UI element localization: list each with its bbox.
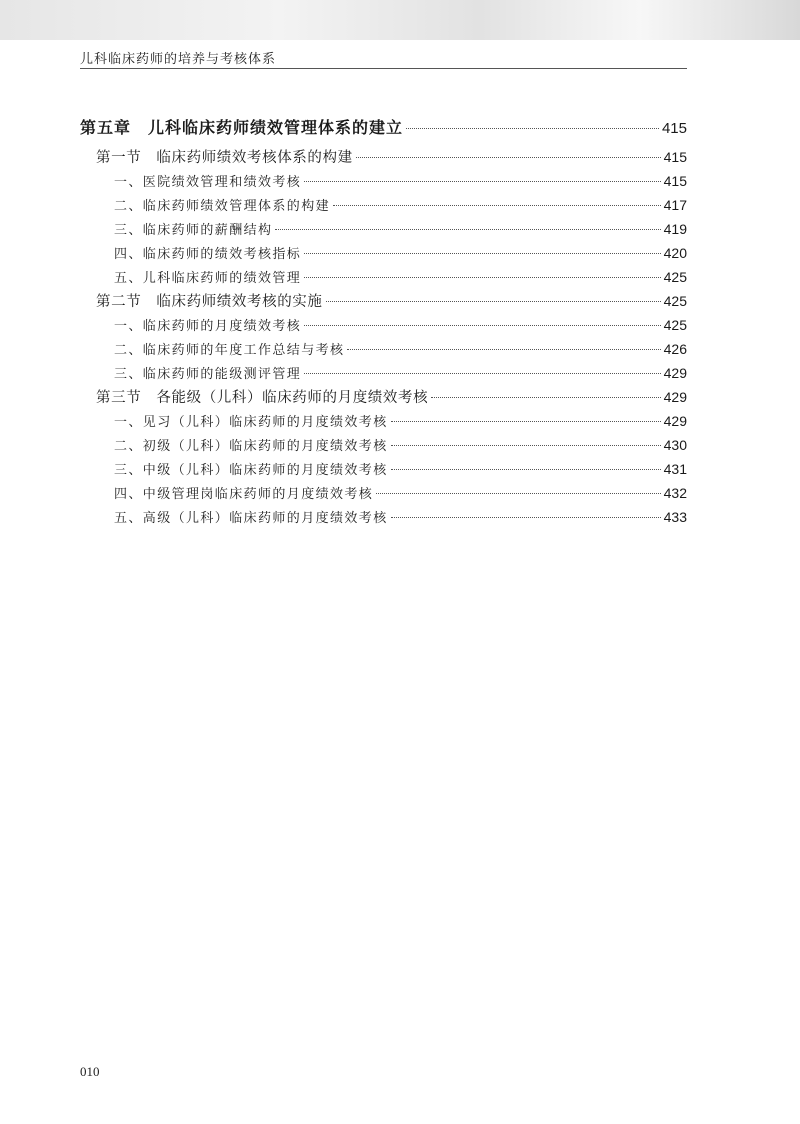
subsection-page: 426 bbox=[663, 341, 687, 357]
dot-leader bbox=[406, 128, 659, 129]
subsection-title: 二、临床药师绩效管理体系的构建 bbox=[114, 199, 331, 214]
subsection-page: 430 bbox=[663, 437, 687, 453]
header-rule bbox=[80, 68, 687, 69]
subsection-page: 432 bbox=[663, 485, 687, 501]
toc-subsection[interactable] bbox=[80, 193, 687, 217]
dot-leader bbox=[326, 301, 661, 302]
subsection-title: 二、临床药师的年度工作总结与考核 bbox=[114, 343, 345, 358]
subsection-page: 415 bbox=[663, 173, 687, 189]
toc-subsection[interactable] bbox=[80, 337, 687, 361]
toc-section[interactable] bbox=[80, 145, 687, 169]
dot-leader bbox=[431, 397, 660, 398]
dot-leader bbox=[304, 277, 660, 278]
toc-subsection[interactable] bbox=[80, 169, 687, 193]
subsection-title: 二、初级（儿科）临床药师的月度绩效考核 bbox=[114, 439, 388, 454]
dot-leader bbox=[391, 421, 661, 422]
subsection-title: 三、临床药师的薪酬结构 bbox=[114, 223, 273, 238]
running-header: 儿科临床药师的培养与考核体系 bbox=[80, 52, 277, 67]
dot-leader bbox=[347, 349, 660, 350]
toc-subsection[interactable] bbox=[80, 505, 687, 529]
dot-leader bbox=[356, 157, 661, 158]
page-number: 010 bbox=[80, 1064, 100, 1079]
dot-leader bbox=[376, 493, 660, 494]
subsection-title: 三、中级（儿科）临床药师的月度绩效考核 bbox=[114, 463, 388, 478]
subsection-page: 417 bbox=[663, 197, 687, 213]
subsection-page: 429 bbox=[663, 413, 687, 429]
chapter-page: 415 bbox=[661, 120, 687, 137]
dot-leader bbox=[391, 445, 661, 446]
subsection-page: 419 bbox=[663, 221, 687, 237]
section-page: 425 bbox=[663, 293, 687, 309]
top-decorative-band bbox=[0, 0, 800, 40]
subsection-title: 一、见习（儿科）临床药师的月度绩效考核 bbox=[114, 415, 388, 430]
subsection-page: 433 bbox=[663, 509, 687, 525]
table-of-contents bbox=[80, 114, 687, 529]
section-title: 第二节 临床药师绩效考核的实施 bbox=[96, 294, 323, 310]
subsection-page: 425 bbox=[663, 269, 687, 285]
toc-subsection[interactable] bbox=[80, 409, 687, 433]
dot-leader bbox=[304, 373, 660, 374]
dot-leader bbox=[391, 469, 661, 470]
subsection-title: 三、临床药师的能级测评管理 bbox=[114, 367, 302, 382]
dot-leader bbox=[304, 325, 660, 326]
dot-leader bbox=[304, 253, 660, 254]
subsection-page: 429 bbox=[663, 365, 687, 381]
subsection-title: 五、高级（儿科）临床药师的月度绩效考核 bbox=[114, 511, 388, 526]
subsection-title: 四、临床药师的绩效考核指标 bbox=[114, 247, 302, 262]
dot-leader bbox=[333, 205, 661, 206]
dot-leader bbox=[391, 517, 661, 518]
toc-subsection[interactable] bbox=[80, 457, 687, 481]
toc-subsection[interactable] bbox=[80, 265, 687, 289]
subsection-page: 431 bbox=[663, 461, 687, 477]
subsection-page: 425 bbox=[663, 317, 687, 333]
section-title: 第三节 各能级（儿科）临床药师的月度绩效考核 bbox=[96, 390, 429, 406]
section-page: 415 bbox=[663, 149, 687, 165]
chapter-title: 第五章 儿科临床药师绩效管理体系的建立 bbox=[80, 118, 404, 137]
toc-section[interactable] bbox=[80, 289, 687, 313]
subsection-title: 一、医院绩效管理和绩效考核 bbox=[114, 175, 302, 190]
toc-subsection[interactable] bbox=[80, 217, 687, 241]
subsection-title: 一、临床药师的月度绩效考核 bbox=[114, 319, 302, 334]
toc-subsection[interactable] bbox=[80, 481, 687, 505]
toc-subsection[interactable] bbox=[80, 433, 687, 457]
toc-subsection[interactable] bbox=[80, 241, 687, 265]
dot-leader bbox=[304, 181, 660, 182]
toc-section[interactable] bbox=[80, 385, 687, 409]
subsection-title: 五、儿科临床药师的绩效管理 bbox=[114, 271, 302, 286]
dot-leader bbox=[275, 229, 660, 230]
toc-subsection[interactable] bbox=[80, 313, 687, 337]
section-page: 429 bbox=[663, 389, 687, 405]
subsection-title: 四、中级管理岗临床药师的月度绩效考核 bbox=[114, 487, 374, 502]
subsection-page: 420 bbox=[663, 245, 687, 261]
toc-chapter[interactable] bbox=[80, 114, 687, 141]
toc-subsection[interactable] bbox=[80, 361, 687, 385]
section-title: 第一节 临床药师绩效考核体系的构建 bbox=[96, 150, 353, 166]
